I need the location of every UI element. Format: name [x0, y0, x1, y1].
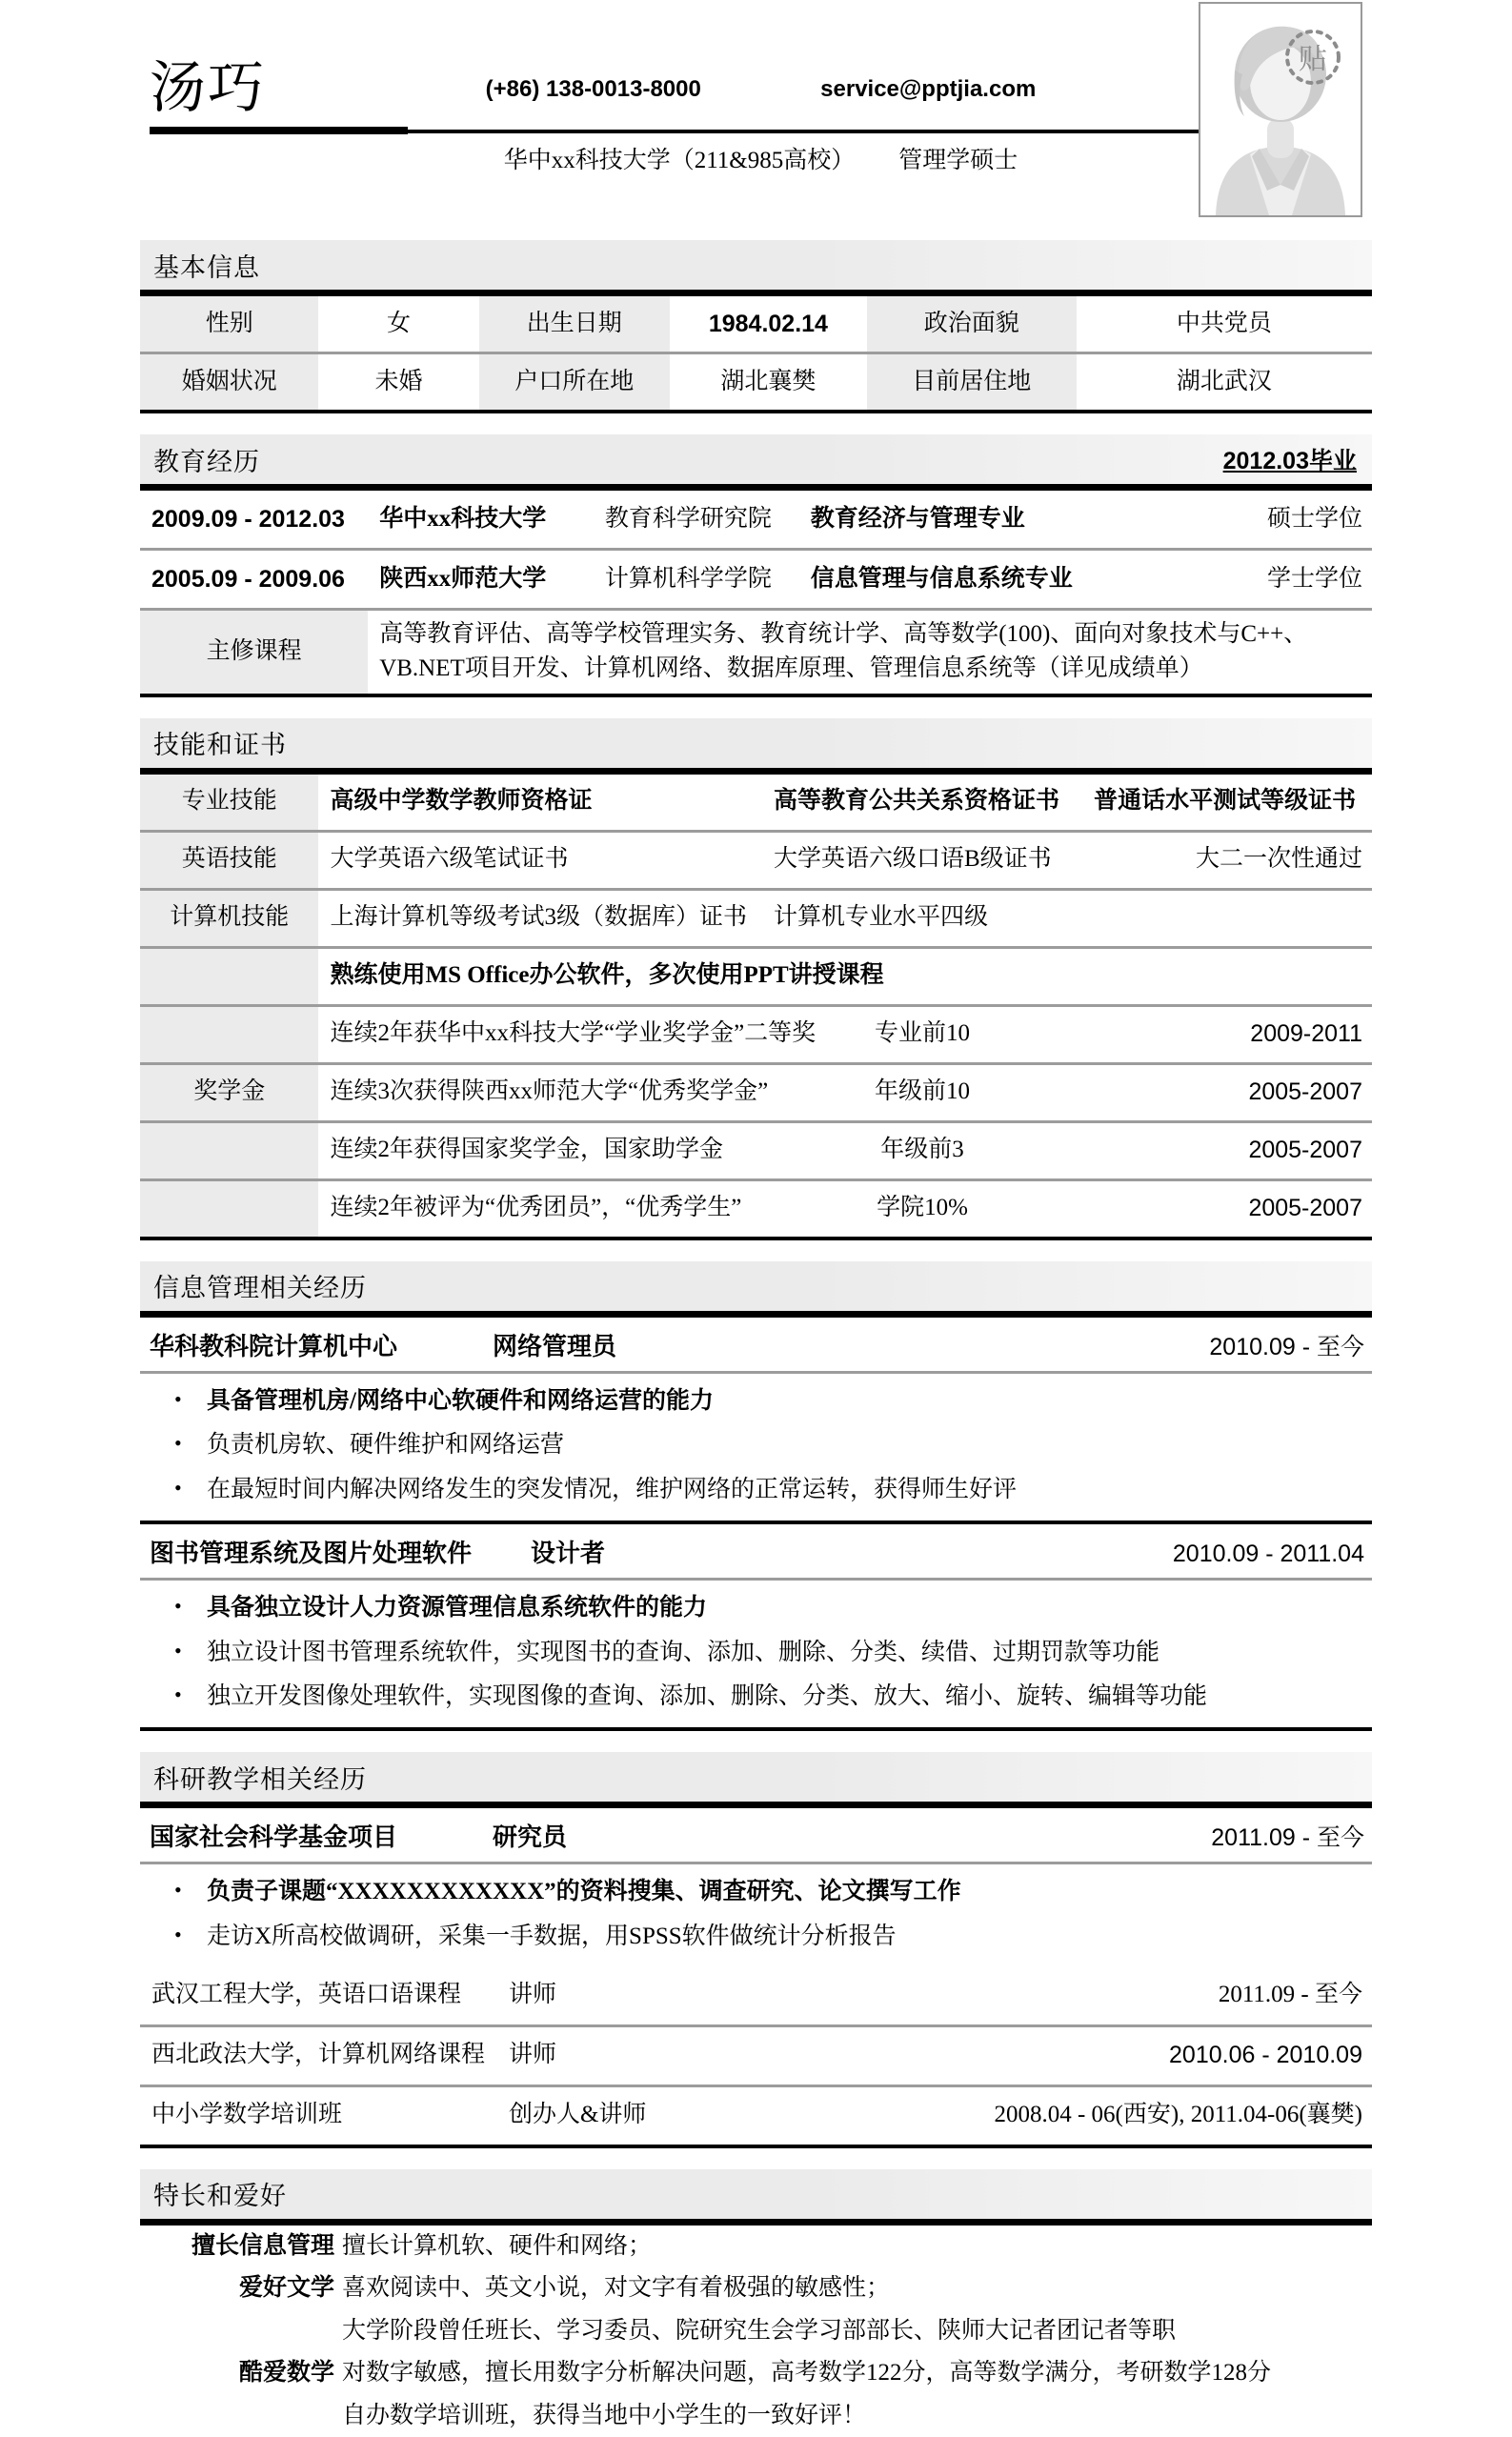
- section-info-management-bar: [140, 1261, 1372, 1311]
- computer-office-note: 熟练使用MS Office办公软件，多次使用PPT讲授课程: [318, 947, 1372, 1005]
- bullet-text: 独立开发图像处理软件，实现图像的查询、添加、删除、分类、放大、缩小、旋转、编辑等功能: [207, 1679, 1372, 1716]
- list-item: [140, 1380, 1372, 1424]
- bullet-dot-icon: •: [174, 1383, 207, 1420]
- section-hobbies-bar: [140, 2169, 1372, 2219]
- label-computer-skills-blank: [140, 947, 318, 1005]
- table-row: [140, 2267, 1372, 2310]
- experience-header: [140, 1524, 1372, 1581]
- value-marital-status: 未婚: [318, 353, 478, 413]
- bullet-text: 负责子课题“XXXXXXXXXXXX”的资料搜集、调查研究、论文撰写工作: [207, 1874, 1372, 1911]
- candidate-name-block: [150, 59, 407, 118]
- list-item: [140, 1586, 1372, 1631]
- phone-number[interactable]: (+86) 138-0013-8000: [486, 76, 701, 103]
- edu-period: 2005.09 - 2009.06: [140, 550, 368, 610]
- label-residence: 目前居住地: [867, 353, 1077, 413]
- section-title-basic-info: 基本信息: [153, 247, 260, 284]
- computer-cert-1: 上海计算机等级考试3级（数据库）证书: [318, 889, 761, 947]
- list-item: [140, 1423, 1372, 1468]
- header-university: 华中xx科技大学（211&985高校）: [504, 141, 856, 175]
- bullet-dot-icon: •: [174, 1472, 207, 1509]
- main-courses-cell: [368, 610, 1372, 695]
- skills-table: [140, 775, 1372, 1240]
- professional-cert-2: 高等教育公共关系资格证书: [762, 775, 1082, 832]
- professional-cert-3: 普通话水平测试等级证书: [1082, 775, 1372, 832]
- label-political-status: 政治面貌: [867, 296, 1077, 353]
- section-title-research-teaching: 科研教学相关经历: [153, 1759, 367, 1796]
- edu-major: 教育经济与管理专业: [799, 491, 1144, 550]
- table-row: [140, 550, 1372, 610]
- section-basic-info-bar: [140, 240, 1372, 290]
- experience-date: 2011.09 - 至今: [1211, 1819, 1364, 1853]
- experience-role: 研究员: [493, 1818, 1211, 1853]
- scholarship-years: 2005-2007: [1082, 1121, 1372, 1179]
- hobby-label: 酷爱数学: [140, 2352, 338, 2395]
- section-education-bar: [140, 434, 1372, 484]
- courses-line-1: 高等教育评估、高等学校管理实务、教育统计学、高等数学(100)、面向对象技术与C++、: [379, 617, 1368, 652]
- label-birthdate: 出生日期: [479, 296, 670, 353]
- education-summary-row: [426, 141, 1096, 175]
- basic-info-table: [140, 296, 1372, 413]
- list-item: [140, 1468, 1372, 1513]
- education-table: [140, 491, 1372, 697]
- table-row: [140, 1967, 1372, 2026]
- scholarship-rank: 年级前10: [762, 1063, 1082, 1121]
- candidate-name: 汤巧: [150, 59, 407, 118]
- hobby-label: 爱好文学: [140, 2267, 338, 2310]
- edu-period: 2009.09 - 2012.03: [140, 491, 368, 550]
- table-row: [140, 1005, 1372, 1063]
- section-title-hobbies: 特长和爱好: [153, 2175, 287, 2212]
- bullet-dot-icon: •: [174, 1427, 207, 1464]
- table-row: [140, 2025, 1372, 2085]
- name-underline-bar: [150, 127, 408, 134]
- bullet-dot-icon: •: [174, 1679, 207, 1716]
- label-hukou: 户口所在地: [479, 353, 670, 413]
- label-computer-skills: 计算机技能: [140, 889, 318, 947]
- table-row: [140, 947, 1372, 1005]
- bullet-text: 具备管理机房/网络中心软硬件和网络运营的能力: [207, 1383, 1372, 1420]
- table-row: [140, 775, 1372, 832]
- table-row: [140, 2352, 1372, 2395]
- label-scholarship: 奖学金: [140, 1063, 318, 1121]
- edu-degree: 学士学位: [1144, 550, 1372, 610]
- bullet-dot-icon: •: [174, 1874, 207, 1911]
- list-item: [140, 1915, 1372, 1960]
- section-skills-bar: [140, 718, 1372, 768]
- hobbies-table: [140, 2226, 1372, 2437]
- experience-bullets: [140, 1864, 1372, 1967]
- edu-major: 信息管理与信息系统专业: [799, 550, 1144, 610]
- section-research-teaching-bar: [140, 1752, 1372, 1802]
- scholarship-rank: 年级前3: [762, 1121, 1082, 1179]
- scholarship-desc: 连续2年获华中xx科技大学“学业奖学金”二等奖: [318, 1005, 761, 1063]
- resume-header: [140, 0, 1372, 219]
- teaching-date: 2011.09 - 至今: [805, 1967, 1372, 2026]
- english-cert-2: 大学英语六级口语B级证书: [762, 831, 1082, 889]
- section-underline-education: [140, 484, 1372, 491]
- scholarship-rank: 学院10%: [762, 1179, 1082, 1239]
- courses-line-2: VB.NET项目开发、计算机网络、数据库原理、管理信息系统等（详见成绩单）: [379, 652, 1368, 686]
- section-underline-research-teaching: [140, 1802, 1372, 1808]
- table-row: [140, 296, 1372, 353]
- computer-cert-2: 计算机专业水平四级: [762, 889, 1372, 947]
- experience-bullets: [140, 1374, 1372, 1521]
- value-birthdate: 1984.02.14: [670, 296, 867, 353]
- experience-date: 2010.09 - 至今: [1209, 1328, 1364, 1362]
- english-cert-1: 大学英语六级笔试证书: [318, 831, 761, 889]
- value-hukou: 湖北襄樊: [670, 353, 867, 413]
- bullet-dot-icon: •: [174, 1635, 207, 1672]
- experience-role: 网络管理员: [493, 1327, 1209, 1362]
- hobby-value: 对数字敏感，擅长用数字分析解决问题，高考数学122分，高等数学满分，考研数学128分: [338, 2352, 1372, 2395]
- section-title-education: 教育经历: [153, 441, 260, 478]
- contact-row: [426, 76, 1096, 103]
- label-marital-status: 婚姻状况: [140, 353, 318, 413]
- teaching-org: 武汉工程大学，英语口语课程: [140, 1967, 497, 2026]
- experience-role: 设计者: [531, 1534, 1173, 1569]
- experience-header: [140, 1808, 1372, 1864]
- section-end-separator: [140, 1727, 1372, 1731]
- bullet-text: 走访X所高校做调研，采集一手数据，用SPSS软件做统计分析报告: [207, 1919, 1372, 1956]
- info-management-entry-2: [140, 1524, 1372, 1727]
- professional-cert-1: 高级中学数学教师资格证: [318, 775, 761, 832]
- section-underline-basic-info: [140, 290, 1372, 296]
- experience-org: 华科教科院计算机中心: [150, 1327, 493, 1362]
- teaching-role: 讲师: [497, 1967, 805, 2026]
- table-row: [140, 2226, 1372, 2268]
- hobby-label-blank: [140, 2395, 338, 2437]
- hobby-value: 自办数学培训班，获得当地中小学生的一致好评！: [338, 2395, 1372, 2437]
- section-title-info-management: 信息管理相关经历: [153, 1267, 367, 1304]
- label-professional-skills: 专业技能: [140, 775, 318, 832]
- table-row: [140, 2395, 1372, 2437]
- value-residence: 湖北武汉: [1077, 353, 1372, 413]
- label-scholarship-blank-2: [140, 1179, 318, 1239]
- bullet-text: 在最短时间内解决网络发生的突发情况，维护网络的正常运转，获得师生好评: [207, 1472, 1372, 1509]
- table-row: [140, 491, 1372, 550]
- label-scholarship-blank-1: [140, 1121, 318, 1179]
- email-address[interactable]: service@pptjia.com: [820, 76, 1036, 103]
- teaching-role: 讲师: [497, 2025, 805, 2085]
- experience-header: [140, 1318, 1372, 1374]
- hobby-value: 擅长计算机软、硬件和网络；: [338, 2226, 1372, 2268]
- teaching-date: 2008.04 - 06(西安), 2011.04-06(襄樊): [805, 2085, 1372, 2146]
- teaching-org: 西北政法大学，计算机网络课程: [140, 2025, 497, 2085]
- hobby-label: 擅长信息管理: [140, 2226, 338, 2268]
- section-underline-skills: [140, 768, 1372, 775]
- list-item: [140, 1631, 1372, 1676]
- list-item: [140, 1675, 1372, 1720]
- edu-college: 教育科学研究院: [577, 491, 799, 550]
- experience-date: 2010.09 - 2011.04: [1173, 1541, 1364, 1568]
- research-entry-1: [140, 1808, 1372, 1967]
- teaching-table: [140, 1967, 1372, 2148]
- bullet-text: 独立设计图书管理系统软件，实现图书的查询、添加、删除、分类、续借、过期罚款等功能: [207, 1635, 1372, 1672]
- table-row: [140, 1121, 1372, 1179]
- teaching-role: 创办人&讲师: [497, 2085, 805, 2146]
- experience-org: 国家社会科学基金项目: [150, 1818, 493, 1853]
- table-row: [140, 831, 1372, 889]
- hobby-value: 喜欢阅读中、英文小说，对文字有着极强的敏感性；: [338, 2267, 1372, 2310]
- edu-college: 计算机科学学院: [577, 550, 799, 610]
- hobby-value: 大学阶段曾任班长、学习委员、院研究生会学习部部长、陕师大记者团记者等职: [338, 2310, 1372, 2353]
- candidate-photo-placeholder: [1199, 2, 1362, 217]
- section-title-skills: 技能和证书: [153, 724, 287, 761]
- bullet-dot-icon: •: [174, 1919, 207, 1956]
- photo-placeholder-text: 贴: [1299, 44, 1327, 75]
- scholarship-years: 2005-2007: [1082, 1179, 1372, 1239]
- english-note: 大二一次性通过: [1082, 831, 1372, 889]
- section-underline-info-management: [140, 1311, 1372, 1318]
- section-underline-hobbies: [140, 2219, 1372, 2226]
- edu-degree: 硕士学位: [1144, 491, 1372, 550]
- value-gender: 女: [318, 296, 478, 353]
- experience-bullets: [140, 1581, 1372, 1727]
- avatar-icon: [1200, 4, 1361, 215]
- teaching-date: 2010.06 - 2010.09: [805, 2025, 1372, 2085]
- experience-org: 图书管理系统及图片处理软件: [150, 1534, 531, 1569]
- table-row: [140, 353, 1372, 413]
- edu-school: 陕西xx师范大学: [368, 550, 577, 610]
- scholarship-rank: 专业前10: [762, 1005, 1082, 1063]
- label-english-skills: 英语技能: [140, 831, 318, 889]
- bullet-text: 负责机房软、硬件维护和网络运营: [207, 1427, 1372, 1464]
- scholarship-desc: 连续2年获得国家奖学金，国家助学金: [318, 1121, 761, 1179]
- table-row: [140, 2310, 1372, 2353]
- scholarship-desc: 连续2年被评为“优秀团员”，“优秀学生”: [318, 1179, 761, 1239]
- graduation-date: 2012.03毕业: [1223, 442, 1362, 476]
- table-row: [140, 2085, 1372, 2146]
- table-row: [140, 1063, 1372, 1121]
- bullet-text: 具备独立设计人力资源管理信息系统软件的能力: [207, 1590, 1372, 1627]
- value-political-status: 中共党员: [1077, 296, 1372, 353]
- table-row: [140, 1179, 1372, 1239]
- label-scholarship-blank-top: [140, 1005, 318, 1063]
- teaching-org: 中小学数学培训班: [140, 2085, 497, 2146]
- table-row: [140, 610, 1372, 695]
- edu-school: 华中xx科技大学: [368, 491, 577, 550]
- label-main-courses: 主修课程: [140, 610, 368, 695]
- hobby-label-blank: [140, 2310, 338, 2353]
- scholarship-years: 2009-2011: [1082, 1005, 1372, 1063]
- table-row: [140, 889, 1372, 947]
- list-item: [140, 1870, 1372, 1915]
- bullet-dot-icon: •: [174, 1590, 207, 1627]
- header-degree: 管理学硕士: [898, 141, 1018, 175]
- info-management-entry-1: [140, 1318, 1372, 1521]
- scholarship-desc: 连续3次获得陕西xx师范大学“优秀奖学金”: [318, 1063, 761, 1121]
- scholarship-years: 2005-2007: [1082, 1063, 1372, 1121]
- label-gender: 性别: [140, 296, 318, 353]
